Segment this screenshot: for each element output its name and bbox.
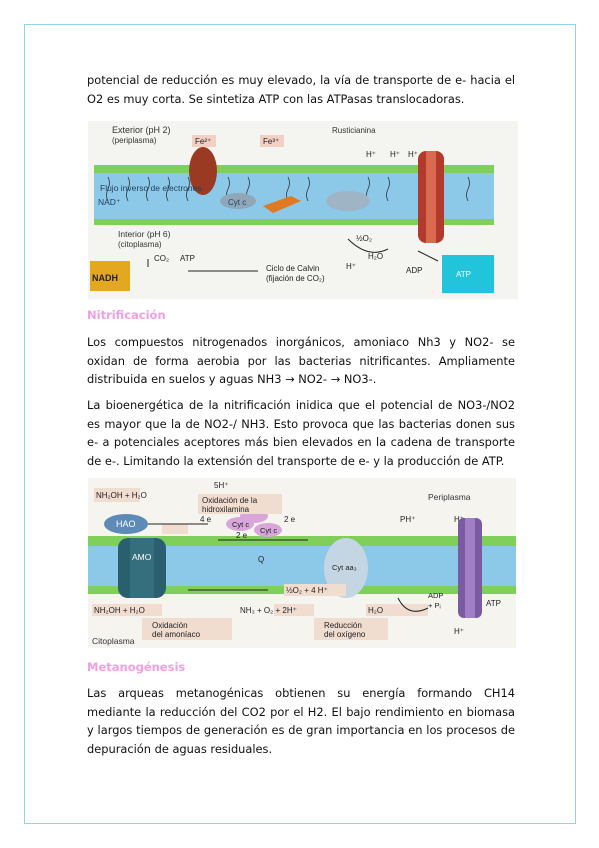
h2o-label: H₂O bbox=[368, 606, 384, 615]
q-label: Q bbox=[258, 555, 265, 564]
figure-nitrification-diagram bbox=[88, 478, 516, 648]
oxid-hidrox-label-2: hidroxilamina bbox=[202, 505, 250, 514]
adp-label: ADP bbox=[406, 266, 423, 275]
metanogenesis-paragraph: Las arqueas metanogénicas obtienen su energía formando CH14 mediante la reducción del CO2 por el H2. El bajo rendimiento en biomasa y largos tiempos de generación es de gran importancia en los procesos de depuración de aguas residuales. bbox=[87, 686, 515, 756]
periplasma-label: (periplasma) bbox=[112, 136, 157, 145]
citoplasma-label: Citoplasma bbox=[92, 636, 135, 646]
hplus5-label: 5H⁺ bbox=[214, 481, 229, 490]
e2a-label: 2 e bbox=[284, 515, 296, 524]
nadh-label: NADH bbox=[92, 273, 118, 283]
figure-sulfur-oxidation-diagram bbox=[88, 121, 518, 299]
half-o2-label: ½O₂ bbox=[356, 234, 372, 243]
nh2oh-top-label: NH₂OH + H₂O bbox=[96, 491, 147, 500]
cytc-label-2: Cyt c bbox=[260, 526, 278, 535]
cytc-label: Cyt c bbox=[228, 198, 247, 207]
ph-label: PH⁺ bbox=[400, 515, 416, 524]
cyta-label: Cyt aa₃ bbox=[332, 563, 357, 572]
oxid-amon-label-1: Oxidación bbox=[152, 621, 188, 630]
nitrificacion-paragraph-2: La bioenergética de la nitrificación inidica que el potencial de NO3-/NO2 es mayor que la de NO2-/ NH3. Esto provoca que las bacterias donen sus e- a potenciales aceptores más bien elevados en la cadena de transporte de e-. Limitando la extensión del transporte de e- y la producción de ATP. bbox=[87, 398, 515, 468]
nitrificacion-paragraph-1: Los compuestos nitrogenados inorgánicos, amoniaco Nh3 y NO2- se oxidan de forma aerobia por las bacterias nitrificantes. Ampliamente distribuida en suelos y aguas NH3 → NO2- → NO3-. bbox=[87, 335, 515, 387]
heading-nitrificacion: Nitrificación bbox=[87, 308, 166, 322]
atp-label: ATP bbox=[456, 270, 471, 279]
atp-label: ATP bbox=[486, 599, 501, 608]
e4-label: 4 e bbox=[200, 515, 212, 524]
amo-label: AMO bbox=[132, 552, 152, 562]
h2o-label: H₂O bbox=[368, 252, 384, 261]
fe3-label: Fe³⁺ bbox=[263, 137, 280, 146]
periplasma-label: Periplasma bbox=[428, 492, 471, 502]
intro-paragraph: potencial de reducción es muy elevado, la vía de transporte de e- hacia el O2 es muy corta. Se sintetiza ATP con las ATPasas translocadoras. bbox=[87, 73, 515, 106]
e2b-label: 2 e bbox=[236, 531, 248, 540]
fe2-label: Fe²⁺ bbox=[195, 137, 212, 146]
hplus-top-label: H⁺ bbox=[454, 515, 464, 524]
half-o2-label: ½O₂ + 4 H⁺ bbox=[286, 586, 328, 595]
hplus-label-4: H⁺ bbox=[346, 262, 356, 271]
atp-arrow-label: ATP bbox=[180, 254, 195, 263]
heading-metanogenesis: Metanogénesis bbox=[87, 660, 186, 674]
co2-label: CO₂ bbox=[154, 254, 170, 263]
calvin-label-1: Ciclo de Calvin bbox=[266, 264, 320, 273]
exterior-label: Exterior (pH 2) bbox=[112, 125, 171, 135]
calvin-label-2: (fijación de CO₂) bbox=[266, 274, 325, 283]
citoplasma-label: (citoplasma) bbox=[118, 240, 162, 249]
oxid-amon-label-2: del amoníaco bbox=[152, 630, 201, 639]
hplus-label-3: H⁺ bbox=[408, 150, 418, 159]
interior-label: Interior (pH 6) bbox=[118, 229, 171, 239]
oxid-hidrox-label-1: Oxidación de la bbox=[202, 496, 258, 505]
reduc-label-1: Reducción bbox=[324, 621, 362, 630]
nad-label: NAD⁺ bbox=[98, 197, 121, 207]
nh2oh-bottom-label: NH₂OH + H₂O bbox=[94, 606, 145, 615]
adp-label: ADP bbox=[428, 591, 444, 600]
pi-label: + Pᵢ bbox=[428, 601, 441, 610]
reduc-label-2: del oxígeno bbox=[324, 630, 366, 639]
nh3-label: NH₃ + O₂ + 2H⁺ bbox=[240, 606, 297, 615]
cytc-label-1: Cyt c bbox=[232, 520, 250, 529]
hao-label: HAO bbox=[116, 519, 136, 529]
flujo-label: Flujo inverso de electrones bbox=[100, 183, 202, 193]
hplus-bottom-label: H⁺ bbox=[454, 627, 464, 636]
hplus-label-2: H⁺ bbox=[390, 150, 400, 159]
hplus-label-1: H⁺ bbox=[366, 150, 376, 159]
rusticianina-label: Rusticianina bbox=[332, 126, 376, 135]
